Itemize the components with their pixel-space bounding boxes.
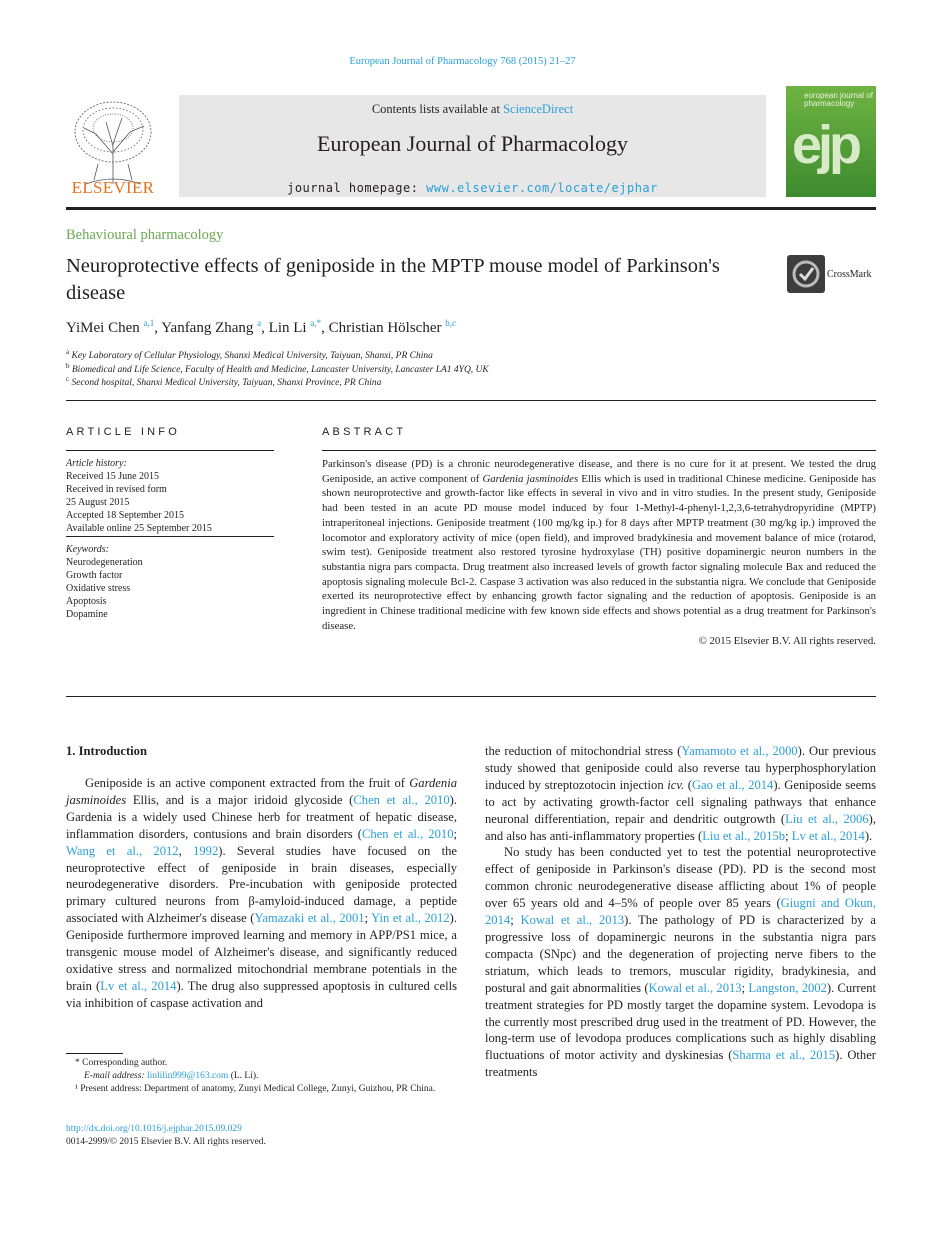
citation-link[interactable]: Lv et al., 2014 xyxy=(791,828,865,843)
citation-link[interactable]: Liu et al., 2006 xyxy=(785,811,869,826)
article-info-heading: ARTICLE INFO xyxy=(66,426,180,438)
doi-block xyxy=(66,1123,266,1149)
paper-title: Neuroprotective effects of geniposide in the MPTP mouse model of Parkinson's disease xyxy=(66,255,720,304)
citation-link[interactable]: Liu et al., 2015b xyxy=(702,828,786,843)
citation-link[interactable]: Kowal et al., 2013 xyxy=(648,980,742,995)
header-rule xyxy=(66,207,876,210)
history-item: Received in revised form xyxy=(66,484,167,495)
footnote-rule xyxy=(66,1053,123,1054)
journal-title: European Journal of Pharmacology xyxy=(317,131,628,156)
author-name[interactable]: Yanfang Zhang xyxy=(161,320,254,336)
abstract-heading: ABSTRACT xyxy=(322,426,407,438)
text-run: ). Geniposide seems to act by activating growth-factor cell signaling pathways that enhance neuronal differentiation, repair and dendritic outgrowth ( xyxy=(485,777,877,826)
contents-line: Contents lists available at ScienceDirect xyxy=(371,102,574,116)
text-run: ). xyxy=(864,828,873,843)
text-run: ; xyxy=(364,911,372,926)
doi-link[interactable]: http://dx.doi.org/10.1016/j.ejphar.2015.09.029 xyxy=(66,1124,242,1134)
text-run: ). The drug also suppressed apoptosis in cultured cells via inhibition of caspase activation and xyxy=(66,978,458,1010)
citation-link[interactable]: Kowal et al., 2013 xyxy=(520,913,625,928)
author-affil-marker[interactable]: b,c xyxy=(445,318,456,328)
corresponding-author-note: * Corresponding author. xyxy=(75,1058,168,1068)
info-rule xyxy=(66,450,274,451)
italic-text: Gardenia jasminoides xyxy=(66,776,457,807)
affiliation: $^c$ Second hospital, Shanxi Medical University, Taiyuan, Shanxi Province, PR China xyxy=(66,375,382,389)
journal-citation[interactable]: European Journal of Pharmacology 768 (2015) 21–27 xyxy=(349,56,576,67)
author-affil-marker[interactable]: a,1 xyxy=(143,318,155,328)
copyright: © 2015 Elsevier B.V. All rights reserved. xyxy=(698,635,876,648)
text-run: No study has been conducted yet to test the potential neuroprotective effect of geniposide in Parkinson's disease (PD). PD is the second most common chronic neurodegenerative disease afflicting about 1% of people over 65 years old and 4–5% of people over 85 years ( xyxy=(485,845,876,911)
affiliation: $^b$ Biomedical and Life Science, Faculty of Health and Medicine, Lancaster University, Lancaster LA1 4YQ, UK xyxy=(66,362,489,376)
footnotes xyxy=(66,1057,457,1096)
body-left-column xyxy=(66,775,457,1012)
paragraph xyxy=(66,775,457,1012)
citation-link[interactable]: Yamamoto et al., 2000 xyxy=(681,744,798,758)
author-affil-marker[interactable]: a,* xyxy=(310,318,322,328)
email-link[interactable]: linlilin999@163.com xyxy=(146,1071,229,1081)
cover-ejp-logo: ejp xyxy=(792,115,859,175)
history-item: 25 August 2015 xyxy=(66,497,130,508)
text-run: ). Several studies have focused on the neuroprotective effect of geniposide in brain diseases, especially neurodegenerative disorders. Pre-incubation with geniposide protected primary cultured neurons from β-amyloid-induced damage, a peptide associated with Alzheimer's disease ( xyxy=(66,843,458,926)
crossmark-label: CrossMark xyxy=(827,269,872,280)
crossmark-badge[interactable] xyxy=(787,255,877,293)
text-run: ; xyxy=(741,980,749,995)
text-run: ; xyxy=(510,913,521,928)
homepage-link[interactable]: www.elsevier.com/locate/ejphar xyxy=(426,181,658,195)
paragraph xyxy=(485,844,876,1081)
masthead xyxy=(66,86,876,206)
author-name[interactable]: Christian Hölscher xyxy=(328,320,442,336)
keywords-label: Keywords: xyxy=(66,544,109,555)
citation-link[interactable]: Sharma et al., 2015 xyxy=(732,1048,836,1063)
text-run: ). The pathology of PD is characterized by a progressive loss of dopaminergic neurons in the substantia nigra pars compacta (SNpc) and the degeneration of projecting nerve fibers to the striatum, which leads to tremors, muscular rigidity, bradykinesia, and postural and gait abnormalities ( xyxy=(485,913,876,995)
citation-link[interactable]: Wang et al., 2012 xyxy=(66,843,179,858)
text-run: ). Current treatment strategies for PD mostly target the dopamine system. Levodopa is the currently most prescribed drug used in the treatment of PD. However, the long-term use of levodopa produces complications such as highly disabling fluctuations of motor activity and dyskinesias ( xyxy=(485,980,877,1063)
text-run: Ellis, and is a major iridoid glycoside ( xyxy=(126,792,354,807)
text-run: ( xyxy=(684,777,692,792)
author-name[interactable]: Lin Li xyxy=(268,320,307,336)
citation-link[interactable]: Lv et al., 2014 xyxy=(100,978,177,993)
history-label: Article history: xyxy=(66,458,127,469)
masthead-banner xyxy=(179,95,766,197)
citation-link[interactable]: Langston, 2002 xyxy=(748,980,827,995)
keyword: Dopamine xyxy=(66,609,108,620)
elsevier-wordmark: ELSEVIER xyxy=(71,178,155,197)
present-address-note: ¹ Present address: Department of anatomy, Zunyi Medical College, Zunyi, Guizhou, PR China. xyxy=(75,1084,436,1094)
abstract-end-rule xyxy=(66,696,876,697)
citation-link[interactable]: Chen et al., 2010 xyxy=(353,792,450,807)
article-section: Behavioural pharmacology xyxy=(66,227,224,243)
text-run: ). Other treatments xyxy=(485,1048,877,1080)
text-run: ). Gardenia is a widely used Chinese herb for treatment of hepatic disease, inflammation disorders, contusions and brain disorders ( xyxy=(66,792,457,841)
citation-link[interactable]: 1992 xyxy=(193,843,219,858)
text-run: ), and also has anti-inflammatory properties ( xyxy=(485,811,876,843)
abstract-text: Parkinson's disease (PD) is a chronic neurodegenerative disease, and there is no cure for it at present. We tested the drug Geniposide, an active component of Gardenia jasminoides Ellis which is used in traditional Chinese medicine. Geniposide has shown neuroprotective and growth-factor like effects in several in vivo and in vitro studies. In the present study, Geniposide had been tested in an acute PD mouse model induced by four 1-Methyl-4-phenyl-1,2,3,6-tetrahydropyridine (MPTP) intraperitoneal injections. Geniposide treatment (100 mg/kg ip.) for 8 days after MPTP treatment (30 mg/kg ip.) improved the locomotor and exploratory activity of mice (open field), and improved bradykinesia and movement balance of mice (rotarod, swim test). Geniposide treatment also restored tyrosine hydroxylase (TH) positive dopaminergic neuron numbers in the substantia nigra pars compacta. Drug treatment also increased levels of growth factor signaling molecule Bax and reduced the apoptosis signaling molecule Bcl-2. Caspase 3 activation was also reduced in the substantia nigra. We conclude that Geniposide exerted its neuroprotective effect by enhancing growth factor signaling and the reduction of apoptosis. Geniposide is an ingredient in Chinese traditional medicine with few known side effects and shows potential as a drug treatment for Parkinson's disease. © 2015 Elsevier B.V. All rights reserved. xyxy=(322,458,876,648)
text-run: ; xyxy=(785,828,792,843)
author-list: YiMei Chen $^{a,1}$, Yanfang Zhang $^a$, Lin Li $^{a,*}$, Christian Hölscher $^{b,c}$ xyxy=(66,318,456,336)
text-run: ). Geniposide furthermore improved learning and memory in APP/PS1 mice, a transgenic mouse model of Alzheimer's disease, and significantly reduced oxidative stress and normalized mitochondrial membrane potentials in the brain ( xyxy=(66,911,457,993)
section-heading-introduction: 1. Introduction xyxy=(66,744,147,758)
keywords xyxy=(66,543,274,621)
text-run: ; xyxy=(453,826,457,841)
crossmark-icon xyxy=(787,255,825,293)
info-rule xyxy=(66,536,274,537)
citation-link[interactable]: Gao et al., 2014 xyxy=(691,777,774,792)
italic-text: icv. xyxy=(667,777,685,792)
journal-homepage: journal homepage: www.elsevier.com/locate/ejphar xyxy=(287,181,658,195)
email-note: E-mail address: linlilin999@163.com (L. Li). xyxy=(84,1071,259,1081)
text-run: ). Our previous study showed that geniposide could also reverse tau hyperphosphorylation induced by streptozotocin injection xyxy=(485,744,876,792)
text-run: Geniposide is an active component extracted from the fruit of xyxy=(85,776,410,790)
issn-line: 0014-2999/© 2015 Elsevier B.V. All rights reserved. xyxy=(66,1137,266,1147)
keyword: Oxidative stress xyxy=(66,583,131,594)
body-right-column xyxy=(485,743,876,1081)
citation-link[interactable]: Yamazaki et al., 2001 xyxy=(254,911,365,926)
citation-link[interactable]: Yin et al., 2012 xyxy=(371,911,450,926)
affiliation: $^a$ Key Laboratory of Cellular Physiology, Shanxi Medical University, Taiyuan, Shanxi, PR China xyxy=(66,348,433,362)
author-affil-marker[interactable]: a xyxy=(257,318,262,328)
article-history xyxy=(66,457,274,535)
keyword: Apoptosis xyxy=(66,596,107,607)
history-item: Accepted 18 September 2015 xyxy=(66,510,185,521)
cover-title: european journal of pharmacology xyxy=(804,91,873,108)
keyword: Growth factor xyxy=(66,570,123,581)
text-run: , xyxy=(178,843,194,858)
citation-link[interactable]: Chen et al., 2010 xyxy=(361,826,454,841)
keyword: Neurodegeneration xyxy=(66,557,143,568)
journal-cover-thumbnail[interactable] xyxy=(786,86,876,197)
history-item: Available online 25 September 2015 xyxy=(66,523,212,534)
abstract-rule xyxy=(322,450,876,451)
history-item: Received 15 June 2015 xyxy=(66,471,160,482)
citation-link[interactable]: Giugni and Okun, 2014 xyxy=(485,896,876,928)
text-run: the reduction of mitochondrial stress ( xyxy=(485,744,682,758)
paragraph xyxy=(485,743,876,844)
author-name[interactable]: YiMei Chen xyxy=(66,320,140,336)
sciencedirect-link[interactable]: ScienceDirect xyxy=(503,102,574,116)
affiliation-rule xyxy=(66,400,876,401)
